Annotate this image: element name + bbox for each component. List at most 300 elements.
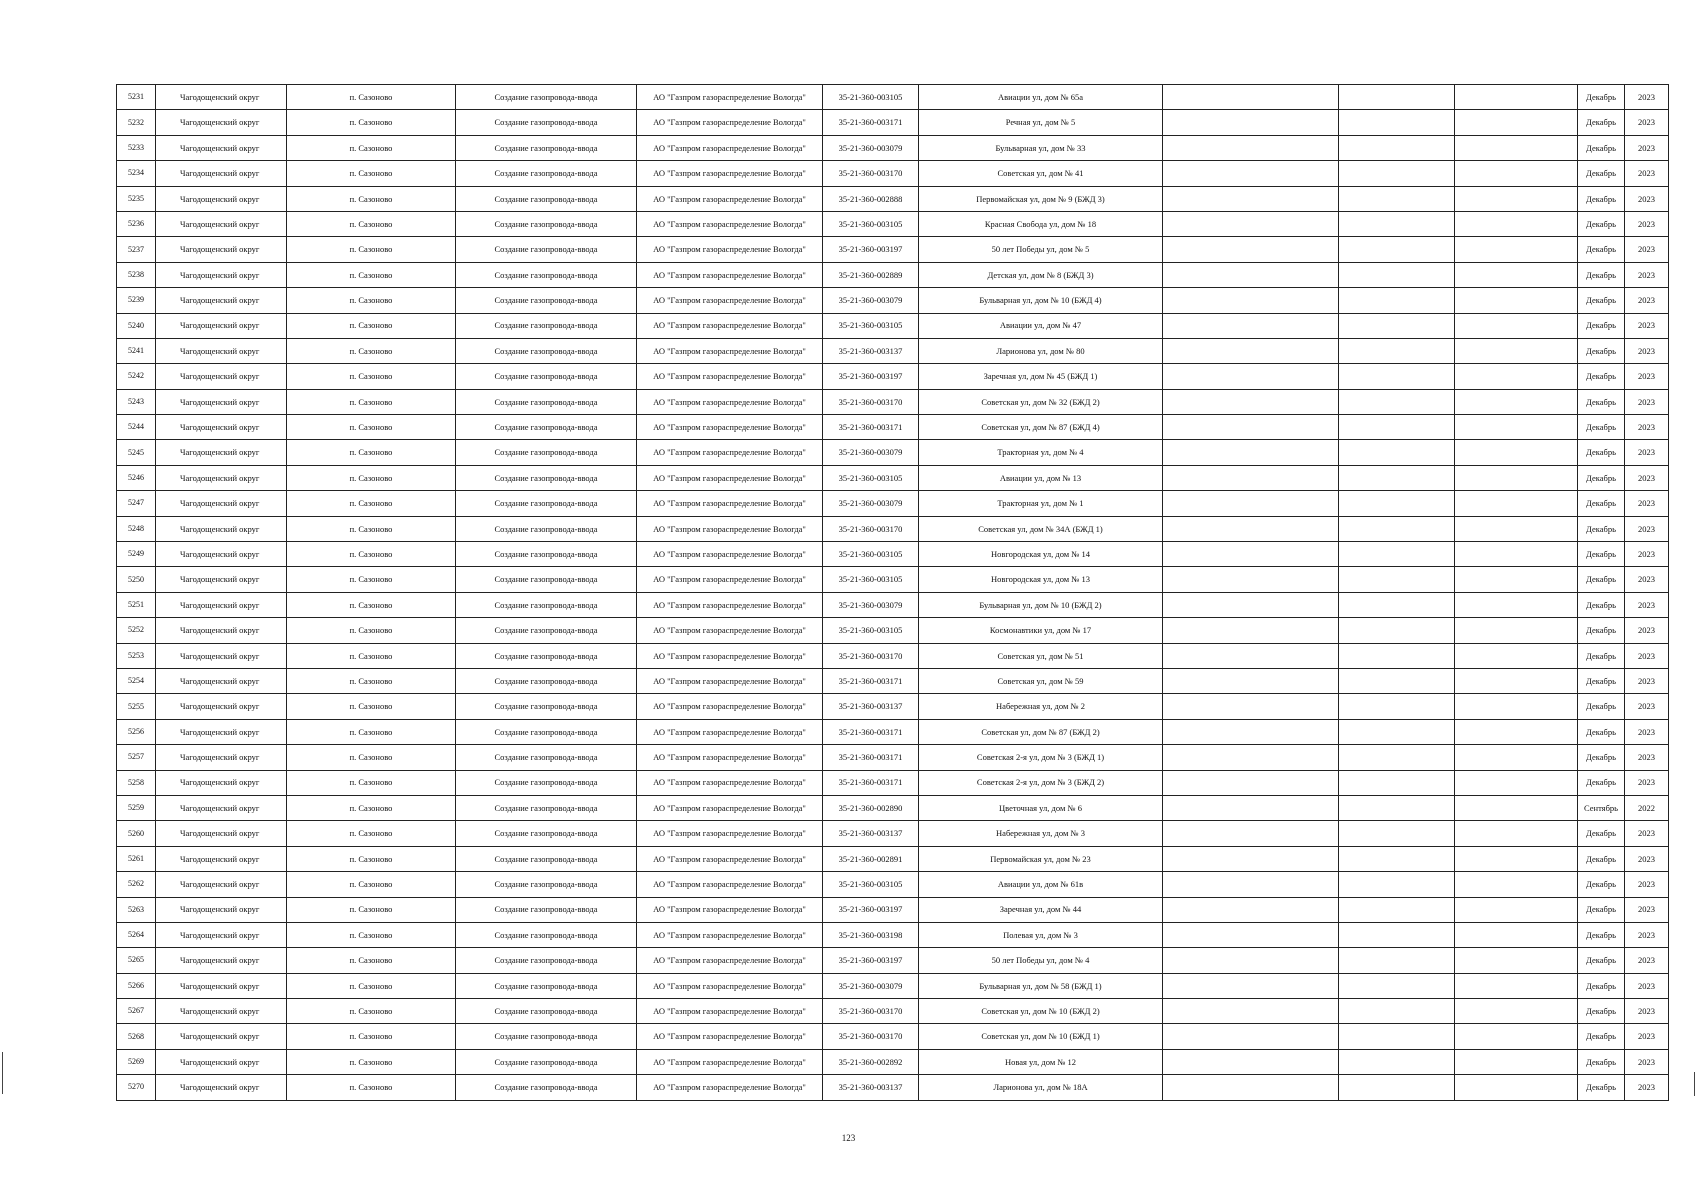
cell-address: Советская ул, дом № 87 (БЖД 4) — [919, 415, 1163, 440]
cell-cadastral-number: 35-21-360-003137 — [823, 338, 919, 363]
cell-work-type: Создание газопровода-ввода — [456, 872, 637, 897]
cell-cadastral-number: 35-21-360-003079 — [823, 491, 919, 516]
table-row — [117, 999, 1669, 1024]
cell-district: Чагодощенский округ — [156, 440, 287, 465]
cell-district: Чагодощенский округ — [156, 364, 287, 389]
cell-locality: п. Сазоново — [287, 135, 456, 160]
cell-cadastral-number: 35-21-360-003105 — [823, 211, 919, 236]
cell-organization: АО "Газпром газораспределение Вологда" — [637, 567, 823, 592]
cell-empty — [1455, 694, 1578, 719]
cell-month: Декабрь — [1578, 237, 1625, 262]
cell-month: Декабрь — [1578, 922, 1625, 947]
cell-organization: АО "Газпром газораспределение Вологда" — [637, 922, 823, 947]
cell-district: Чагодощенский округ — [156, 288, 287, 313]
table-row — [117, 1049, 1669, 1074]
cell-locality: п. Сазоново — [287, 973, 456, 998]
cell-number: 5267 — [117, 999, 156, 1024]
cell-empty — [1455, 415, 1578, 440]
page-number: 123 — [841, 1133, 856, 1143]
cell-organization: АО "Газпром газораспределение Вологда" — [637, 542, 823, 567]
cell-district: Чагодощенский округ — [156, 415, 287, 440]
cell-empty — [1163, 948, 1339, 973]
cell-cadastral-number: 35-21-360-003137 — [823, 694, 919, 719]
cell-work-type: Создание газопровода-ввода — [456, 694, 637, 719]
cell-empty — [1163, 542, 1339, 567]
cell-empty — [1339, 364, 1455, 389]
cell-locality: п. Сазоново — [287, 719, 456, 744]
cell-empty — [1339, 110, 1455, 135]
cell-empty — [1455, 618, 1578, 643]
cell-month: Сентябрь — [1578, 795, 1625, 820]
cell-month: Декабрь — [1578, 846, 1625, 871]
cell-empty — [1455, 999, 1578, 1024]
cell-empty — [1339, 973, 1455, 998]
cell-number: 5233 — [117, 135, 156, 160]
cell-empty — [1163, 592, 1339, 617]
cell-empty — [1339, 288, 1455, 313]
cell-empty — [1163, 694, 1339, 719]
cell-district: Чагодощенский округ — [156, 186, 287, 211]
cell-cadastral-number: 35-21-360-003197 — [823, 237, 919, 262]
cell-year: 2023 — [1625, 186, 1669, 211]
table-row — [117, 872, 1669, 897]
cell-organization: АО "Газпром газораспределение Вологда" — [637, 338, 823, 363]
cell-district: Чагодощенский округ — [156, 999, 287, 1024]
cell-month: Декабрь — [1578, 668, 1625, 693]
cell-empty — [1339, 846, 1455, 871]
cell-year: 2023 — [1625, 211, 1669, 236]
cell-locality: п. Сазоново — [287, 795, 456, 820]
cell-month: Декабрь — [1578, 948, 1625, 973]
cell-year: 2023 — [1625, 1024, 1669, 1049]
cell-empty — [1339, 161, 1455, 186]
cell-locality: п. Сазоново — [287, 516, 456, 541]
cell-empty — [1339, 516, 1455, 541]
cell-empty — [1339, 567, 1455, 592]
cell-empty — [1339, 440, 1455, 465]
cell-organization: АО "Газпром газораспределение Вологда" — [637, 491, 823, 516]
cell-empty — [1339, 694, 1455, 719]
cell-locality: п. Сазоново — [287, 643, 456, 668]
table-row — [117, 364, 1669, 389]
table-row — [117, 668, 1669, 693]
cell-organization: АО "Газпром газораспределение Вологда" — [637, 389, 823, 414]
cell-number: 5248 — [117, 516, 156, 541]
cell-empty — [1163, 491, 1339, 516]
cell-district: Чагодощенский округ — [156, 389, 287, 414]
cell-month: Декабрь — [1578, 897, 1625, 922]
cell-organization: АО "Газпром газораспределение Вологда" — [637, 465, 823, 490]
cell-month: Декабрь — [1578, 262, 1625, 287]
cell-district: Чагодощенский округ — [156, 211, 287, 236]
cell-address: Тракторная ул, дом № 1 — [919, 491, 1163, 516]
cell-locality: п. Сазоново — [287, 618, 456, 643]
cell-district: Чагодощенский округ — [156, 668, 287, 693]
cell-work-type: Создание газопровода-ввода — [456, 491, 637, 516]
cell-number: 5270 — [117, 1075, 156, 1100]
cell-address: Советская ул, дом № 51 — [919, 643, 1163, 668]
cell-district: Чагодощенский округ — [156, 465, 287, 490]
cell-work-type: Создание газопровода-ввода — [456, 364, 637, 389]
scan-edge-mark-right — [1694, 1072, 1695, 1096]
cell-empty — [1163, 85, 1339, 110]
cell-year: 2023 — [1625, 719, 1669, 744]
table-row — [117, 897, 1669, 922]
table-row — [117, 719, 1669, 744]
table-row — [117, 262, 1669, 287]
cell-number: 5257 — [117, 745, 156, 770]
cell-district: Чагодощенский округ — [156, 694, 287, 719]
cell-month: Декабрь — [1578, 694, 1625, 719]
cell-address: Заречная ул, дом № 44 — [919, 897, 1163, 922]
cell-month: Декабрь — [1578, 364, 1625, 389]
table-row — [117, 795, 1669, 820]
cell-empty — [1163, 237, 1339, 262]
cell-organization: АО "Газпром газораспределение Вологда" — [637, 948, 823, 973]
cell-empty — [1339, 465, 1455, 490]
cell-year: 2023 — [1625, 999, 1669, 1024]
cell-month: Декабрь — [1578, 567, 1625, 592]
cell-locality: п. Сазоново — [287, 237, 456, 262]
cell-work-type: Создание газопровода-ввода — [456, 770, 637, 795]
cell-work-type: Создание газопровода-ввода — [456, 1049, 637, 1074]
cell-year: 2023 — [1625, 85, 1669, 110]
cell-organization: АО "Газпром газораспределение Вологда" — [637, 313, 823, 338]
cell-empty — [1339, 668, 1455, 693]
cell-month: Декабрь — [1578, 110, 1625, 135]
cell-district: Чагодощенский округ — [156, 1049, 287, 1074]
cell-work-type: Создание газопровода-ввода — [456, 846, 637, 871]
cell-empty — [1455, 516, 1578, 541]
cell-work-type: Создание газопровода-ввода — [456, 211, 637, 236]
cell-empty — [1455, 313, 1578, 338]
cell-work-type: Создание газопровода-ввода — [456, 389, 637, 414]
cell-year: 2023 — [1625, 592, 1669, 617]
cell-work-type: Создание газопровода-ввода — [456, 973, 637, 998]
cell-work-type: Создание газопровода-ввода — [456, 897, 637, 922]
cell-empty — [1163, 719, 1339, 744]
cell-month: Декабрь — [1578, 440, 1625, 465]
cell-empty — [1339, 211, 1455, 236]
cell-empty — [1339, 313, 1455, 338]
cell-address: Красная Свобода ул, дом № 18 — [919, 211, 1163, 236]
cell-empty — [1163, 389, 1339, 414]
cell-month: Декабрь — [1578, 313, 1625, 338]
cell-district: Чагодощенский округ — [156, 567, 287, 592]
cell-empty — [1163, 872, 1339, 897]
cell-month: Декабрь — [1578, 415, 1625, 440]
cell-empty — [1339, 237, 1455, 262]
cell-cadastral-number: 35-21-360-002889 — [823, 262, 919, 287]
cell-number: 5231 — [117, 85, 156, 110]
cell-number: 5236 — [117, 211, 156, 236]
cell-empty — [1455, 85, 1578, 110]
cell-organization: АО "Газпром газораспределение Вологда" — [637, 999, 823, 1024]
cell-organization: АО "Газпром газораспределение Вологда" — [637, 872, 823, 897]
cell-work-type: Создание газопровода-ввода — [456, 745, 637, 770]
table-row — [117, 821, 1669, 846]
cell-number: 5256 — [117, 719, 156, 744]
cell-cadastral-number: 35-21-360-003137 — [823, 1075, 919, 1100]
cell-empty — [1163, 313, 1339, 338]
cell-empty — [1339, 186, 1455, 211]
cell-district: Чагодощенский округ — [156, 846, 287, 871]
cell-year: 2023 — [1625, 872, 1669, 897]
cell-organization: АО "Газпром газораспределение Вологда" — [637, 85, 823, 110]
cell-work-type: Создание газопровода-ввода — [456, 135, 637, 160]
cell-district: Чагодощенский округ — [156, 161, 287, 186]
cell-number: 5262 — [117, 872, 156, 897]
cell-work-type: Создание газопровода-ввода — [456, 922, 637, 947]
cell-cadastral-number: 35-21-360-003105 — [823, 313, 919, 338]
cell-empty — [1163, 186, 1339, 211]
cell-number: 5234 — [117, 161, 156, 186]
cell-locality: п. Сазоново — [287, 770, 456, 795]
cell-empty — [1339, 922, 1455, 947]
cell-number: 5264 — [117, 922, 156, 947]
table-row — [117, 465, 1669, 490]
cell-year: 2023 — [1625, 1049, 1669, 1074]
cell-empty — [1339, 719, 1455, 744]
cell-empty — [1163, 770, 1339, 795]
cell-year: 2023 — [1625, 542, 1669, 567]
cell-address: Бульварная ул, дом № 58 (БЖД 1) — [919, 973, 1163, 998]
cell-organization: АО "Газпром газораспределение Вологда" — [637, 186, 823, 211]
cell-empty — [1455, 821, 1578, 846]
cell-empty — [1163, 821, 1339, 846]
cell-empty — [1339, 262, 1455, 287]
cell-locality: п. Сазоново — [287, 364, 456, 389]
cell-district: Чагодощенский округ — [156, 643, 287, 668]
table-body — [117, 85, 1669, 1101]
cell-cadastral-number: 35-21-360-003171 — [823, 719, 919, 744]
cell-work-type: Создание газопровода-ввода — [456, 465, 637, 490]
cell-empty — [1163, 567, 1339, 592]
cell-number: 5254 — [117, 668, 156, 693]
cell-address: Советская ул, дом № 87 (БЖД 2) — [919, 719, 1163, 744]
cell-address: Бульварная ул, дом № 10 (БЖД 4) — [919, 288, 1163, 313]
cell-year: 2023 — [1625, 1075, 1669, 1100]
cell-district: Чагодощенский округ — [156, 313, 287, 338]
cell-empty — [1163, 745, 1339, 770]
cell-empty — [1455, 872, 1578, 897]
table-row — [117, 440, 1669, 465]
cell-district: Чагодощенский округ — [156, 872, 287, 897]
cell-year: 2023 — [1625, 338, 1669, 363]
cell-locality: п. Сазоново — [287, 186, 456, 211]
cell-locality: п. Сазоново — [287, 745, 456, 770]
cell-address: Полевая ул, дом № 3 — [919, 922, 1163, 947]
cell-number: 5265 — [117, 948, 156, 973]
cell-empty — [1455, 389, 1578, 414]
cell-address: Советская ул, дом № 10 (БЖД 2) — [919, 999, 1163, 1024]
cell-work-type: Создание газопровода-ввода — [456, 516, 637, 541]
cell-year: 2023 — [1625, 643, 1669, 668]
cell-empty — [1163, 1049, 1339, 1074]
cell-empty — [1163, 288, 1339, 313]
cell-number: 5258 — [117, 770, 156, 795]
cell-number: 5244 — [117, 415, 156, 440]
cell-year: 2022 — [1625, 795, 1669, 820]
cell-work-type: Создание газопровода-ввода — [456, 288, 637, 313]
cell-empty — [1455, 542, 1578, 567]
cell-year: 2023 — [1625, 948, 1669, 973]
cell-empty — [1163, 161, 1339, 186]
table-row — [117, 948, 1669, 973]
cell-locality: п. Сазоново — [287, 694, 456, 719]
cell-year: 2023 — [1625, 567, 1669, 592]
cell-locality: п. Сазоново — [287, 846, 456, 871]
cell-empty — [1455, 1024, 1578, 1049]
cell-empty — [1339, 389, 1455, 414]
cell-number: 5235 — [117, 186, 156, 211]
cell-work-type: Создание газопровода-ввода — [456, 643, 637, 668]
cell-work-type: Создание газопровода-ввода — [456, 999, 637, 1024]
cell-cadastral-number: 35-21-360-003079 — [823, 135, 919, 160]
cell-locality: п. Сазоново — [287, 491, 456, 516]
cell-organization: АО "Газпром газораспределение Вологда" — [637, 415, 823, 440]
cell-work-type: Создание газопровода-ввода — [456, 821, 637, 846]
cell-work-type: Создание газопровода-ввода — [456, 567, 637, 592]
cell-cadastral-number: 35-21-360-002888 — [823, 186, 919, 211]
cell-empty — [1455, 110, 1578, 135]
cell-district: Чагодощенский округ — [156, 338, 287, 363]
cell-district: Чагодощенский округ — [156, 542, 287, 567]
cell-district: Чагодощенский округ — [156, 897, 287, 922]
cell-empty — [1163, 135, 1339, 160]
cell-organization: АО "Газпром газораспределение Вологда" — [637, 440, 823, 465]
cell-cadastral-number: 35-21-360-003198 — [823, 922, 919, 947]
cell-empty — [1455, 643, 1578, 668]
cell-work-type: Создание газопровода-ввода — [456, 1024, 637, 1049]
cell-empty — [1455, 288, 1578, 313]
cell-empty — [1455, 237, 1578, 262]
cell-district: Чагодощенский округ — [156, 618, 287, 643]
cell-organization: АО "Газпром газораспределение Вологда" — [637, 516, 823, 541]
cell-empty — [1339, 999, 1455, 1024]
cell-empty — [1455, 897, 1578, 922]
cell-cadastral-number: 35-21-360-003170 — [823, 999, 919, 1024]
cell-locality: п. Сазоново — [287, 872, 456, 897]
cell-empty — [1163, 338, 1339, 363]
cell-cadastral-number: 35-21-360-003079 — [823, 973, 919, 998]
cell-work-type: Создание газопровода-ввода — [456, 85, 637, 110]
table-row — [117, 694, 1669, 719]
table-row — [117, 237, 1669, 262]
cell-work-type: Создание газопровода-ввода — [456, 161, 637, 186]
cell-work-type: Создание газопровода-ввода — [456, 262, 637, 287]
cell-address: Советская ул, дом № 59 — [919, 668, 1163, 693]
cell-organization: АО "Газпром газораспределение Вологда" — [637, 973, 823, 998]
cell-empty — [1163, 668, 1339, 693]
cell-number: 5259 — [117, 795, 156, 820]
cell-district: Чагодощенский округ — [156, 592, 287, 617]
cell-year: 2023 — [1625, 237, 1669, 262]
cell-district: Чагодощенский округ — [156, 491, 287, 516]
cell-empty — [1163, 465, 1339, 490]
cell-year: 2023 — [1625, 288, 1669, 313]
cell-empty — [1339, 618, 1455, 643]
cell-cadastral-number: 35-21-360-002890 — [823, 795, 919, 820]
cell-cadastral-number: 35-21-360-003105 — [823, 567, 919, 592]
cell-cadastral-number: 35-21-360-002891 — [823, 846, 919, 871]
cell-cadastral-number: 35-21-360-003171 — [823, 668, 919, 693]
cell-address: Цветочная ул, дом № 6 — [919, 795, 1163, 820]
cell-month: Декабрь — [1578, 872, 1625, 897]
cell-organization: АО "Газпром газораспределение Вологда" — [637, 1075, 823, 1100]
cell-month: Декабрь — [1578, 745, 1625, 770]
cell-empty — [1455, 973, 1578, 998]
cell-empty — [1163, 973, 1339, 998]
cell-year: 2023 — [1625, 770, 1669, 795]
cell-cadastral-number: 35-21-360-003197 — [823, 897, 919, 922]
cell-number: 5240 — [117, 313, 156, 338]
cell-locality: п. Сазоново — [287, 440, 456, 465]
cell-month: Декабрь — [1578, 821, 1625, 846]
cell-cadastral-number: 35-21-360-003170 — [823, 516, 919, 541]
cell-year: 2023 — [1625, 415, 1669, 440]
cell-empty — [1455, 770, 1578, 795]
cell-empty — [1163, 516, 1339, 541]
cell-district: Чагодощенский округ — [156, 795, 287, 820]
cell-empty — [1455, 795, 1578, 820]
cell-empty — [1339, 745, 1455, 770]
cell-address: Новгородская ул, дом № 13 — [919, 567, 1163, 592]
cell-district: Чагодощенский округ — [156, 135, 287, 160]
cell-empty — [1163, 618, 1339, 643]
cell-cadastral-number: 35-21-360-003170 — [823, 389, 919, 414]
cell-district: Чагодощенский округ — [156, 973, 287, 998]
cell-work-type: Создание газопровода-ввода — [456, 186, 637, 211]
cell-district: Чагодощенский округ — [156, 821, 287, 846]
cell-cadastral-number: 35-21-360-003079 — [823, 288, 919, 313]
cell-year: 2023 — [1625, 516, 1669, 541]
table-row — [117, 161, 1669, 186]
cell-month: Декабрь — [1578, 643, 1625, 668]
cell-month: Декабрь — [1578, 135, 1625, 160]
cell-address: Космонавтики ул, дом № 17 — [919, 618, 1163, 643]
cell-address: 50 лет Победы ул, дом № 5 — [919, 237, 1163, 262]
cell-organization: АО "Газпром газораспределение Вологда" — [637, 668, 823, 693]
table-row — [117, 491, 1669, 516]
cell-locality: п. Сазоново — [287, 948, 456, 973]
cell-work-type: Создание газопровода-ввода — [456, 592, 637, 617]
cell-locality: п. Сазоново — [287, 821, 456, 846]
cell-locality: п. Сазоново — [287, 313, 456, 338]
cell-organization: АО "Газпром газораспределение Вологда" — [637, 110, 823, 135]
cell-organization: АО "Газпром газораспределение Вологда" — [637, 1049, 823, 1074]
cell-empty — [1455, 161, 1578, 186]
cell-year: 2023 — [1625, 364, 1669, 389]
cell-year: 2023 — [1625, 313, 1669, 338]
cell-address: Бульварная ул, дом № 33 — [919, 135, 1163, 160]
cell-address: Набережная ул, дом № 2 — [919, 694, 1163, 719]
cell-organization: АО "Газпром газораспределение Вологда" — [637, 262, 823, 287]
cell-district: Чагодощенский округ — [156, 770, 287, 795]
cell-work-type: Создание газопровода-ввода — [456, 1075, 637, 1100]
cell-empty — [1339, 1024, 1455, 1049]
cell-empty — [1163, 1024, 1339, 1049]
cell-locality: п. Сазоново — [287, 668, 456, 693]
table-row — [117, 211, 1669, 236]
cell-empty — [1339, 592, 1455, 617]
gasification-table — [116, 84, 1669, 1101]
cell-empty — [1455, 262, 1578, 287]
cell-address: Первомайская ул, дом № 9 (БЖД 3) — [919, 186, 1163, 211]
table-row — [117, 313, 1669, 338]
table-row — [117, 516, 1669, 541]
table-row — [117, 567, 1669, 592]
